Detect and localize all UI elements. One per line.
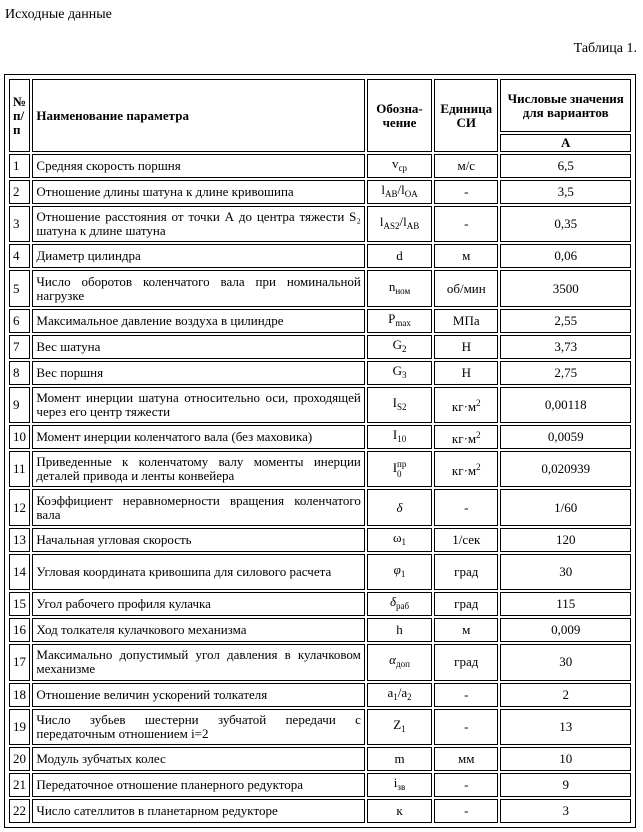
header-unit: Единица СИ — [434, 79, 498, 152]
parameter-symbol: δ — [367, 489, 432, 525]
parameters-table — [7, 77, 633, 825]
value-variant-a: 0,35 — [500, 206, 631, 242]
value-variant-a: 0,00118 — [500, 387, 631, 423]
parameter-symbol: $\alpha_{доп}$ — [367, 644, 432, 680]
parameter-symbol: I пр 0 — [367, 451, 432, 487]
value-variant-a: 2 — [500, 683, 631, 707]
value-variant-a: 2,55 — [500, 309, 631, 333]
value-variant-a: 3,73 — [500, 335, 631, 359]
table-body — [9, 154, 631, 823]
unit: м — [434, 618, 498, 642]
parameter-symbol: $\delta_{раб}$ — [367, 592, 432, 616]
value-variant-a: 6,5 — [500, 154, 631, 178]
table-row — [9, 683, 631, 707]
table-row — [9, 773, 631, 797]
table-row — [9, 180, 631, 204]
row-number: 1 — [9, 154, 30, 178]
table-row — [9, 618, 631, 642]
unit: об/мин — [434, 270, 498, 306]
unit: $кг\cdot м^2$ — [434, 451, 498, 487]
parameter-symbol: $a_1/a_2$ — [367, 683, 432, 707]
parameter-name: Средняя скорость поршня — [32, 154, 364, 178]
section-heading: Исходные данные — [5, 7, 112, 22]
parameter-name: Коэффициент неравномерности вращения коленчатого вала — [32, 489, 364, 525]
parameter-name: Вес шатуна — [32, 335, 364, 359]
row-number: 12 — [9, 489, 30, 525]
value-variant-a: 3,5 — [500, 180, 631, 204]
unit: град — [434, 644, 498, 680]
row-number: 5 — [9, 270, 30, 306]
unit: $кг\cdot м^2$ — [434, 387, 498, 423]
parameter-name: Передаточное отношение планерного редуктора — [32, 773, 364, 797]
row-number: 22 — [9, 799, 30, 823]
unit: град — [434, 554, 498, 590]
parameter-name: Вес поршня — [32, 361, 364, 385]
table-row — [9, 799, 631, 823]
unit: - — [434, 709, 498, 745]
value-variant-a: 0,06 — [500, 244, 631, 268]
parameter-symbol: к — [367, 799, 432, 823]
parameter-name: Отношение величин ускорений толкателя — [32, 683, 364, 707]
row-number: 16 — [9, 618, 30, 642]
table-row — [9, 592, 631, 616]
parameter-symbol: h — [367, 618, 432, 642]
parameter-name: Момент инерции шатуна относительно оси, проходящей через его центр тяжести — [32, 387, 364, 423]
parameter-symbol: d — [367, 244, 432, 268]
parameter-symbol: $P_{max}$ — [367, 309, 432, 333]
row-number: 7 — [9, 335, 30, 359]
table-row — [9, 489, 631, 525]
row-number: 15 — [9, 592, 30, 616]
parameter-name: Число сателлитов в планетарном редукторе — [32, 799, 364, 823]
row-number: 3 — [9, 206, 30, 242]
parameter-symbol: $l_{AS2}/l_{AB}$ — [367, 206, 432, 242]
table-row — [9, 451, 631, 487]
parameter-symbol: $I_{10}$ — [367, 425, 432, 449]
parameter-name: Момент инерции коленчатого вала (без маховика) — [32, 425, 364, 449]
parameter-symbol: $G_3$ — [367, 361, 432, 385]
parameter-name: Ход толкателя кулачкового механизма — [32, 618, 364, 642]
unit: - — [434, 206, 498, 242]
unit: Н — [434, 361, 498, 385]
table-row — [9, 154, 631, 178]
parameter-name: Угловая координата кривошипа для силового расчета — [32, 554, 364, 590]
value-variant-a: 10 — [500, 747, 631, 771]
table-row — [9, 425, 631, 449]
row-number: 6 — [9, 309, 30, 333]
parameters-table-frame — [4, 74, 636, 828]
header-num: № п/п — [9, 79, 30, 152]
parameter-symbol: $G_2$ — [367, 335, 432, 359]
table-row — [9, 335, 631, 359]
parameter-symbol: $v_{ср}$ — [367, 154, 432, 178]
table-row — [9, 244, 631, 268]
row-number: 17 — [9, 644, 30, 680]
parameter-symbol: $Z_1$ — [367, 709, 432, 745]
table-row — [9, 747, 631, 771]
table-row — [9, 361, 631, 385]
row-number: 20 — [9, 747, 30, 771]
parameter-symbol: $\varphi_1$ — [367, 554, 432, 590]
unit: $кг\cdot м^2$ — [434, 425, 498, 449]
parameter-name: Угол рабочего профиля кулачка — [32, 592, 364, 616]
unit: - — [434, 683, 498, 707]
parameter-name: Приведенные к коленчатому валу моменты инерции деталей привода и ленты конвейера — [32, 451, 364, 487]
unit: - — [434, 799, 498, 823]
unit: мм — [434, 747, 498, 771]
parameter-symbol: $i_{зв}$ — [367, 773, 432, 797]
row-number: 21 — [9, 773, 30, 797]
value-variant-a: 13 — [500, 709, 631, 745]
parameter-name: Число зубьев шестерни зубчатой передачи с передаточным отношением i=2 — [32, 709, 364, 745]
row-number: 18 — [9, 683, 30, 707]
value-variant-a: 120 — [500, 528, 631, 552]
table-row — [9, 309, 631, 333]
unit: м — [434, 244, 498, 268]
unit: град — [434, 592, 498, 616]
value-variant-a: 0,020939 — [500, 451, 631, 487]
table-row — [9, 644, 631, 680]
row-number: 14 — [9, 554, 30, 590]
table-row — [9, 528, 631, 552]
value-variant-a: 3 — [500, 799, 631, 823]
row-number: 4 — [9, 244, 30, 268]
value-variant-a: 0,009 — [500, 618, 631, 642]
unit: - — [434, 489, 498, 525]
row-number: 9 — [9, 387, 30, 423]
unit: - — [434, 180, 498, 204]
parameter-name: Число оборотов коленчатого вала при номинальной нагрузке — [32, 270, 364, 306]
parameter-name: Отношение длины шатуна к длине кривошипа — [32, 180, 364, 204]
parameter-name: Максимальное давление воздуха в цилиндре — [32, 309, 364, 333]
parameter-symbol: $\omega_1$ — [367, 528, 432, 552]
unit: 1/сек — [434, 528, 498, 552]
table-row — [9, 206, 631, 242]
value-variant-a: 0,0059 — [500, 425, 631, 449]
parameter-symbol: $n_{ном}$ — [367, 270, 432, 306]
parameter-name: Модуль зубчатых колес — [32, 747, 364, 771]
value-variant-a: 115 — [500, 592, 631, 616]
parameter-name: Максимально допустимый угол давления в кулачковом механизме — [32, 644, 364, 680]
table-row — [9, 554, 631, 590]
value-variant-a: 9 — [500, 773, 631, 797]
parameter-name: Начальная угловая скорость — [32, 528, 364, 552]
unit: Н — [434, 335, 498, 359]
table-row — [9, 270, 631, 306]
header-symbol: Обозна-чение — [367, 79, 432, 152]
value-variant-a: 2,75 — [500, 361, 631, 385]
header-param: Наименование параметра — [32, 79, 364, 152]
header-values: Числовые значения для вариантов — [500, 79, 631, 132]
parameter-symbol: $I_{S2}$ — [367, 387, 432, 423]
parameter-name: Отношение расстояния от точки А до центра тяжести S₂ шатуна к длине шатуна — [32, 206, 364, 242]
unit: м/с — [434, 154, 498, 178]
row-number: 11 — [9, 451, 30, 487]
table-row — [9, 387, 631, 423]
value-variant-a: 30 — [500, 554, 631, 590]
row-number: 13 — [9, 528, 30, 552]
parameter-symbol: m — [367, 747, 432, 771]
value-variant-a: 30 — [500, 644, 631, 680]
value-variant-a: 1/60 — [500, 489, 631, 525]
row-number: 8 — [9, 361, 30, 385]
table-row — [9, 709, 631, 745]
unit: МПа — [434, 309, 498, 333]
value-variant-a: 3500 — [500, 270, 631, 306]
row-number: 2 — [9, 180, 30, 204]
row-number: 19 — [9, 709, 30, 745]
row-number: 10 — [9, 425, 30, 449]
parameter-name: Диаметр цилиндра — [32, 244, 364, 268]
table-caption: Таблица 1. — [573, 41, 637, 56]
header-variant: А — [500, 134, 631, 152]
unit: - — [434, 773, 498, 797]
parameter-symbol: $l_{AB}/l_{OA}$ — [367, 180, 432, 204]
